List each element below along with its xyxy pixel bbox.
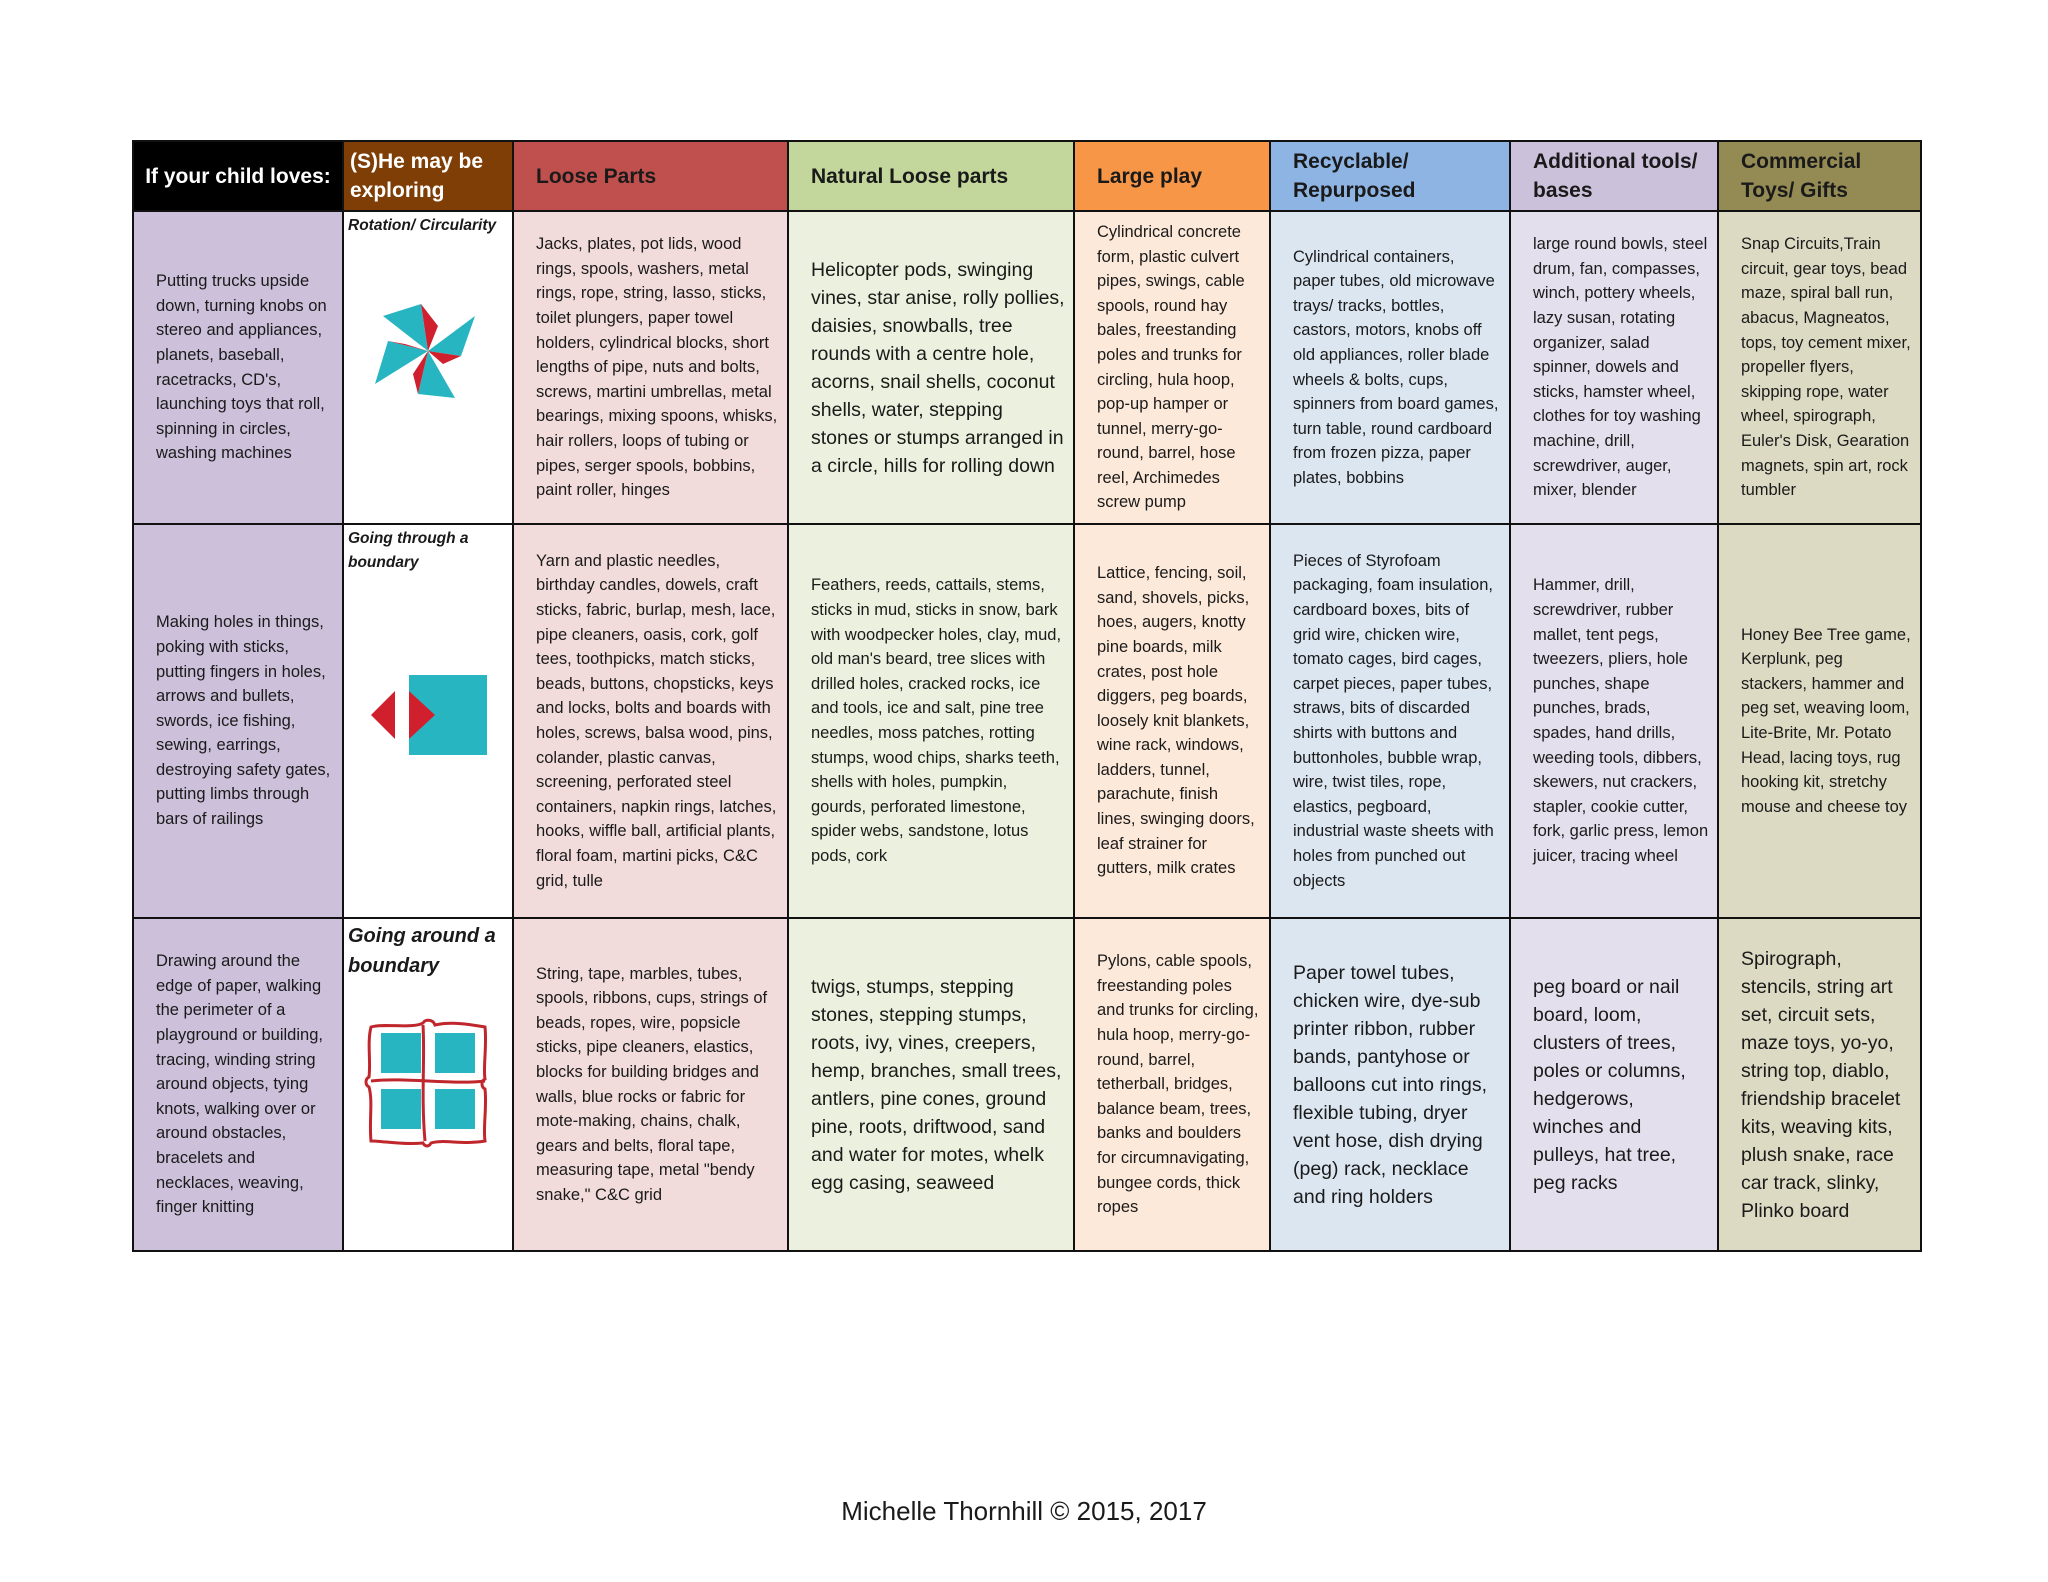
header-exploring: (S)He may be exploring [343, 141, 513, 211]
table-row [133, 211, 1921, 524]
loose-parts-cell: String, tape, marbles, tubes, spools, ribbons, cups, strings of beads, ropes, wire, popsicle sticks, pipe cleaners, elastics, blocks for building bridges and walls, blue rocks or fabric for mote-making, chains, chalk, gears and belts, floral tape, measuring tape, metal "bendy snake," C&C grid [513, 918, 788, 1251]
natural-cell: Feathers, reeds, cattails, stems, sticks in mud, sticks in snow, bark with woodpecker holes, clay, mud, old man's beard, tree slices with drilled holes, cracked rocks, ice and tools, ice and salt, pine tree needles, moss patches, rotting stumps, wood chips, sharks teeth, shells with holes, pumpkin, gourds, perforated limestone, spider webs, sandstone, lotus pods, cork [788, 524, 1074, 918]
header-natural: Natural Loose parts [788, 141, 1074, 211]
through-boundary-icon [363, 665, 493, 765]
header-tools: Additional tools/ bases [1510, 141, 1718, 211]
around-boundary-icon [363, 1017, 493, 1151]
loves-cell: Putting trucks upside down, turning knobs on stereo and appliances, planets, baseball, racetracks, CD's, launching toys that roll, spinning in circles, washing machines [133, 211, 343, 524]
schema-label: Going through a boundary [348, 530, 469, 571]
loves-cell: Drawing around the edge of paper, walking the perimeter of a playground or building, tracing, winding string around objects, tying knots, walking over or around obstacles, bracelets and necklaces, weaving, finger knitting [133, 918, 343, 1251]
header-recyclable: Recyclable/ Repurposed [1270, 141, 1510, 211]
schema-label: Rotation/ Circularity [348, 217, 497, 234]
copyright-footer: Michelle Thornhill © 2015, 2017 [841, 1496, 1207, 1526]
tools-cell: large round bowls, steel drum, fan, compasses, winch, pottery wheels, lazy susan, rotating organizer, salad spinner, dowels and sticks, hamster wheel, clothes for toy washing machine, drill, screwdriver, auger, mixer, blender [1510, 211, 1718, 524]
header-large-play: Large play [1074, 141, 1270, 211]
tools-cell: peg board or nail board, loom, clusters of trees, poles or columns, hedgerows, winches and pulleys, hat tree, peg racks [1510, 918, 1718, 1251]
schema-label: Going around a boundary [348, 925, 496, 977]
large-play-cell: Pylons, cable spools, freestanding poles and trunks for circling, hula hoop, merry-go-round, barrel, tetherball, bridges, balance beam, trees, banks and boulders for circumnavigating, bungee cords, thick ropes [1074, 918, 1270, 1251]
large-play-cell: Lattice, fencing, soil, sand, shovels, picks, hoes, augers, knotty pine boards, milk crates, post hole diggers, peg boards, loosely knit blankets, wine rack, windows, ladders, tunnel, parachute, finish lines, swinging doors, leaf strainer for gutters, milk crates [1074, 524, 1270, 918]
pinwheel-icon [363, 286, 493, 416]
schema-table [132, 140, 1922, 1252]
header-commercial: Commercial Toys/ Gifts [1718, 141, 1921, 211]
natural-cell: twigs, stumps, stepping stones, stepping stumps, roots, ivy, vines, creepers, hemp, branches, small trees, antlers, pine cones, ground pine, roots, driftwood, sand and water for motes, whelk egg casing, seaweed [788, 918, 1074, 1251]
recyclable-cell: Cylindrical containers, paper tubes, old microwave trays/ tracks, bottles, castors, motors, knobs off old appliances, roller blade wheels & bolts, cups, spinners from board games, turn table, round cardboard from frozen pizza, paper plates, bobbins [1270, 211, 1510, 524]
loose-parts-cell: Yarn and plastic needles, birthday candles, dowels, craft sticks, fabric, burlap, mesh, lace, pipe cleaners, oasis, cork, golf tees, toothpicks, match sticks, beads, buttons, chopsticks, keys and locks, bolts and boards with holes, screws, balsa wood, pins, colander, plastic canvas, screening, perforated steel containers, napkin rings, latches, hooks, wiffle ball, artificial plants, floral foam, martini picks, C&C grid, tulle [513, 524, 788, 918]
recyclable-cell: Paper towel tubes, chicken wire, dye-sub printer ribbon, rubber bands, pantyhose or balloons cut into rings, flexible tubing, dryer vent hose, dish drying (peg) rack, necklace and ring holders [1270, 918, 1510, 1251]
natural-cell: Helicopter pods, swinging vines, star anise, rolly pollies, daisies, snowballs, tree rounds with a centre hole, acorns, snail shells, coconut shells, water, stepping stones or stumps arranged in a circle, hills for rolling down [788, 211, 1074, 524]
table-row [133, 524, 1921, 918]
commercial-cell: Snap Circuits,Train circuit, gear toys, bead maze, spiral ball run, abacus, Magneatos, tops, toy cement mixer, propeller flyers, skipping rope, water wheel, spirograph, Euler's Disk, Gearation magnets, spin art, rock tumbler [1718, 211, 1921, 524]
loose-parts-cell: Jacks, plates, pot lids, wood rings, spools, washers, metal rings, rope, string, lasso, sticks, toilet plungers, paper towel holders, cylindrical blocks, short lengths of pipe, nuts and bolts, screws, martini umbrellas, metal bearings, mixing spoons, whisks, hair rollers, loops of tubing or pipes, serger spools, bobbins, paint roller, hinges [513, 211, 788, 524]
table-row [133, 918, 1921, 1251]
header-row [133, 141, 1921, 211]
commercial-cell: Honey Bee Tree game, Kerplunk, peg stackers, hammer and peg set, weaving loom, Lite-Brite, Mr. Potato Head, lacing toys, rug hooking kit, stretchy mouse and cheese toy [1718, 524, 1921, 918]
commercial-cell: Spirograph, stencils, string art set, circuit sets, maze toys, yo-yo, string top, diablo, friendship bracelet kits, weaving kits, plush snake, race car track, slinky, Plinko board [1718, 918, 1921, 1251]
schema-cell [343, 211, 513, 524]
schema-cell [343, 918, 513, 1251]
header-loose-parts: Loose Parts [513, 141, 788, 211]
tools-cell: Hammer, drill, screwdriver, rubber mallet, tent pegs, tweezers, pliers, hole punches, shape punches, brads, spades, hand drills, weeding tools, dibbers, skewers, nut crackers, stapler, cookie cutter, fork, garlic press, lemon juicer, tracing wheel [1510, 524, 1718, 918]
header-child-loves: If your child loves: [133, 141, 343, 211]
loves-cell: Making holes in things, poking with sticks, putting fingers in holes, arrows and bullets, swords, ice fishing, sewing, earrings, destroying safety gates, putting limbs through bars of railings [133, 524, 343, 918]
recyclable-cell: Pieces of Styrofoam packaging, foam insulation, cardboard boxes, bits of grid wire, chicken wire, tomato cages, bird cages, carpet pieces, paper tubes, straws, bits of discarded shirts with buttons and buttonholes, bubble wrap, wire, twist tiles, rope, elastics, pegboard, industrial waste sheets with holes from punched out objects [1270, 524, 1510, 918]
large-play-cell: Cylindrical concrete form, plastic culvert pipes, swings, cable spools, round hay bales, freestanding poles and trunks for circling, hula hoop, pop-up hamper or tunnel, merry-go-round, barrel, hose reel, Archimedes screw pump [1074, 211, 1270, 524]
schema-cell [343, 524, 513, 918]
